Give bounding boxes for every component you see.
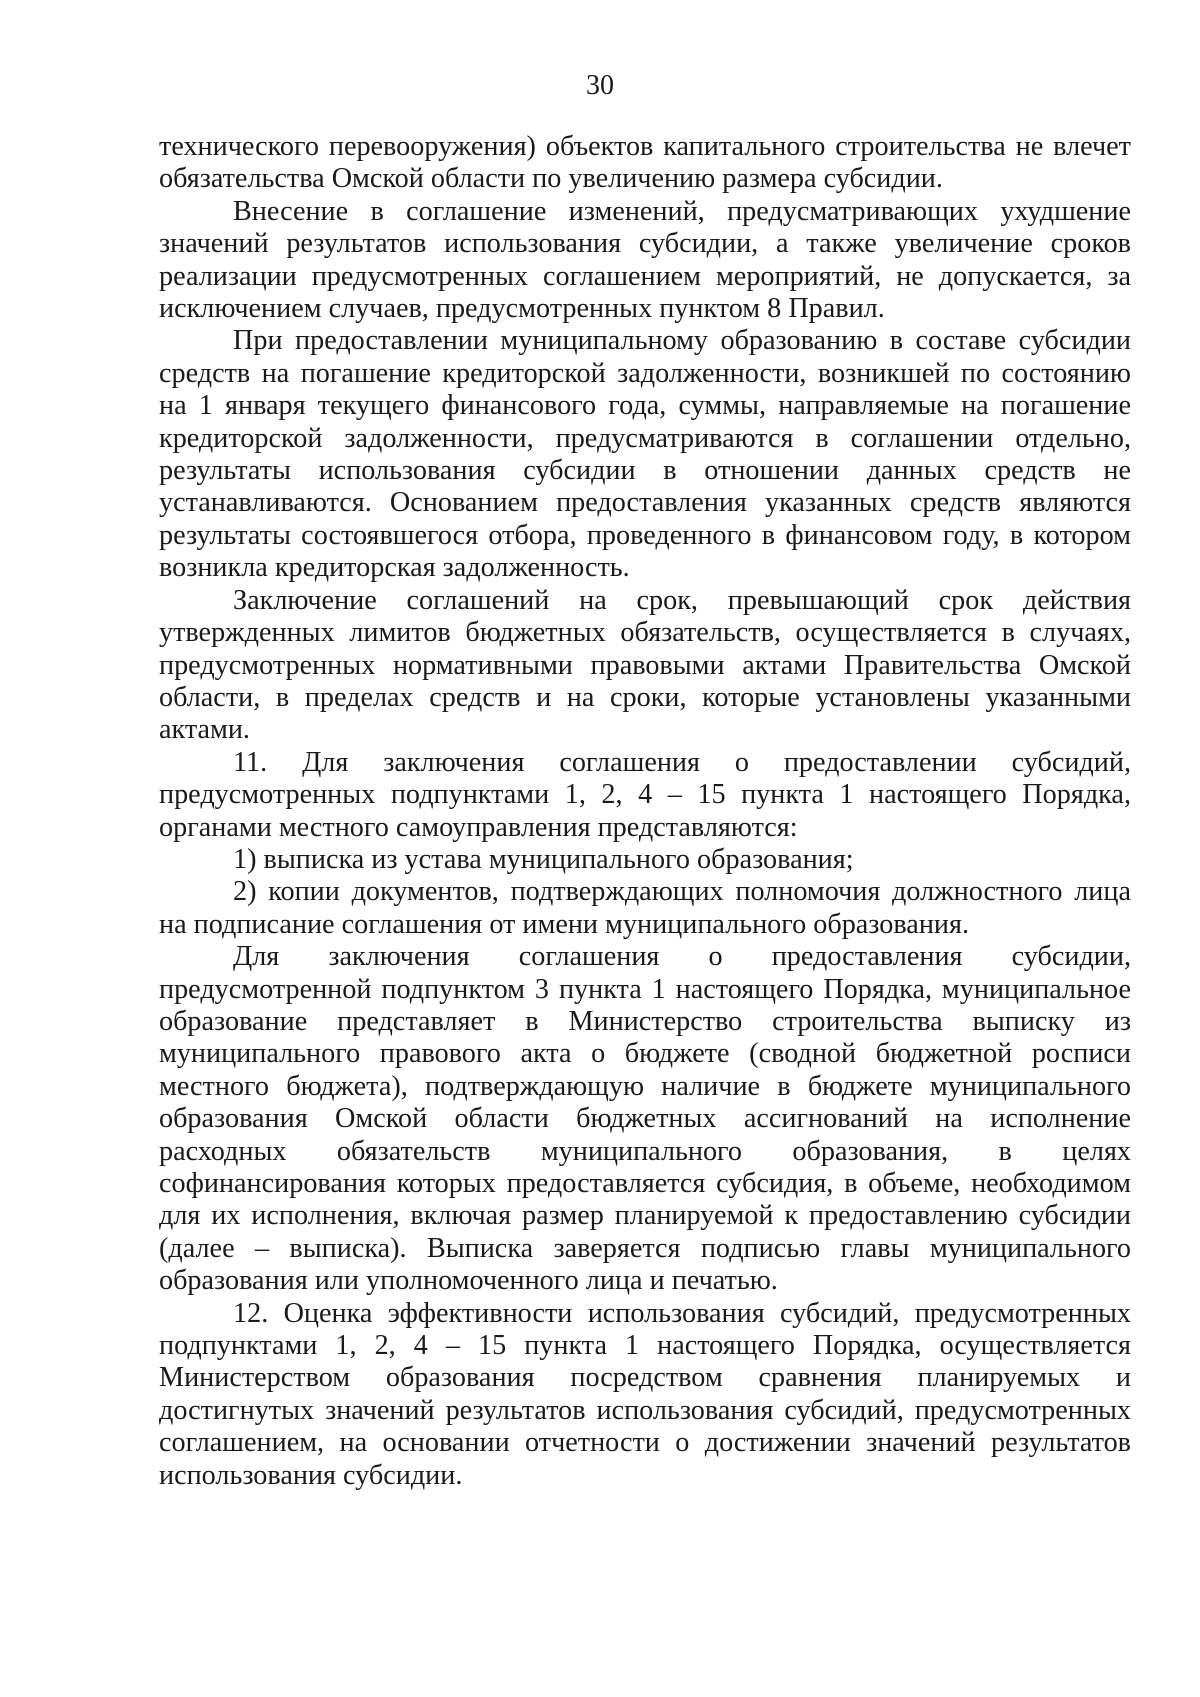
- document-body: [159, 131, 1131, 1492]
- paragraph-clause-11: 11. Для заключения соглашения о предоставлении субсидий, предусмотренных подпунктами 1, 2, 4 – 15 пункта 1 настоящего Порядка, органами местного самоуправления представляются:: [159, 746, 1131, 843]
- paragraph-agreement-term: Заключение соглашений на срок, превышающий срок действия утвержденных лимитов бюджетных обязательств, осуществляется в случаях, предусмотренных нормативными правовыми актами Правительства Омской области, в пределах средств и на сроки, которые установлены указанными актами.: [159, 584, 1131, 746]
- paragraph-subsidy-3: Для заключения соглашения о предоставления субсидии, предусмотренной подпунктом 3 пункта 1 настоящего Порядка, муниципальное образование представляет в Министерство строительства выписку из муниципального правового акта о бюджете (сводной бюджетной росписи местного бюджета), подтверждающую наличие в бюджете муниципального образования Омской области бюджетных ассигнований на исполнение расходных обязательств муниципального образования, в целях софинансирования которых предоставляется субсидия, в объеме, необходимом для их исполнения, включая размер планируемой к предоставлению субсидии (далее – выписка). Выписка заверяется подписью главы муниципального образования или уполномоченного лица и печатью.: [159, 941, 1131, 1297]
- list-item-2: 2) копии документов, подтверждающих полномочия должностного лица на подписание соглашения от имени муниципального образования.: [159, 876, 1131, 940]
- paragraph-continuation: технического перевооружения) объектов капитального строительства не влечет обязательства Омской области по увеличению размера субсидии.: [159, 131, 1131, 195]
- paragraph-clause-12: 12. Оценка эффективности использования субсидий, предусмотренных подпунктами 1, 2, 4 – 15 пункта 1 настоящего Порядка, осуществляется Министерством образования посредством сравнения планируемых и достигнутых значений результатов использования субсидий, предусмотренных соглашением, на основании отчетности о достижении значений результатов использования субсидии.: [159, 1297, 1131, 1491]
- list-item-1: 1) выписка из устава муниципального образования;: [233, 843, 854, 875]
- page-number: 30: [586, 70, 614, 101]
- paragraph-agreement-changes: Внесение в соглашение изменений, предусматривающих ухудшение значений результатов использования субсидии, а также увеличение сроков реализации предусмотренных соглашением мероприятий, не допускается, за исключением случаев, предусмотренных пунктом 8 Правил.: [159, 195, 1131, 325]
- paragraph-creditor-debt: При предоставлении муниципальному образованию в составе субсидии средств на погашение кредиторской задолженности, возникшей по состоянию на 1 января текущего финансового года, суммы, направляемые на погашение кредиторской задолженности, предусматриваются в соглашении отдельно, результаты использования субсидии в отношении данных средств не устанавливаются. Основанием предоставления указанных средств являются результаты состоявшегося отбора, проведенного в финансовом году, в котором возникла кредиторская задолженность.: [159, 325, 1131, 584]
